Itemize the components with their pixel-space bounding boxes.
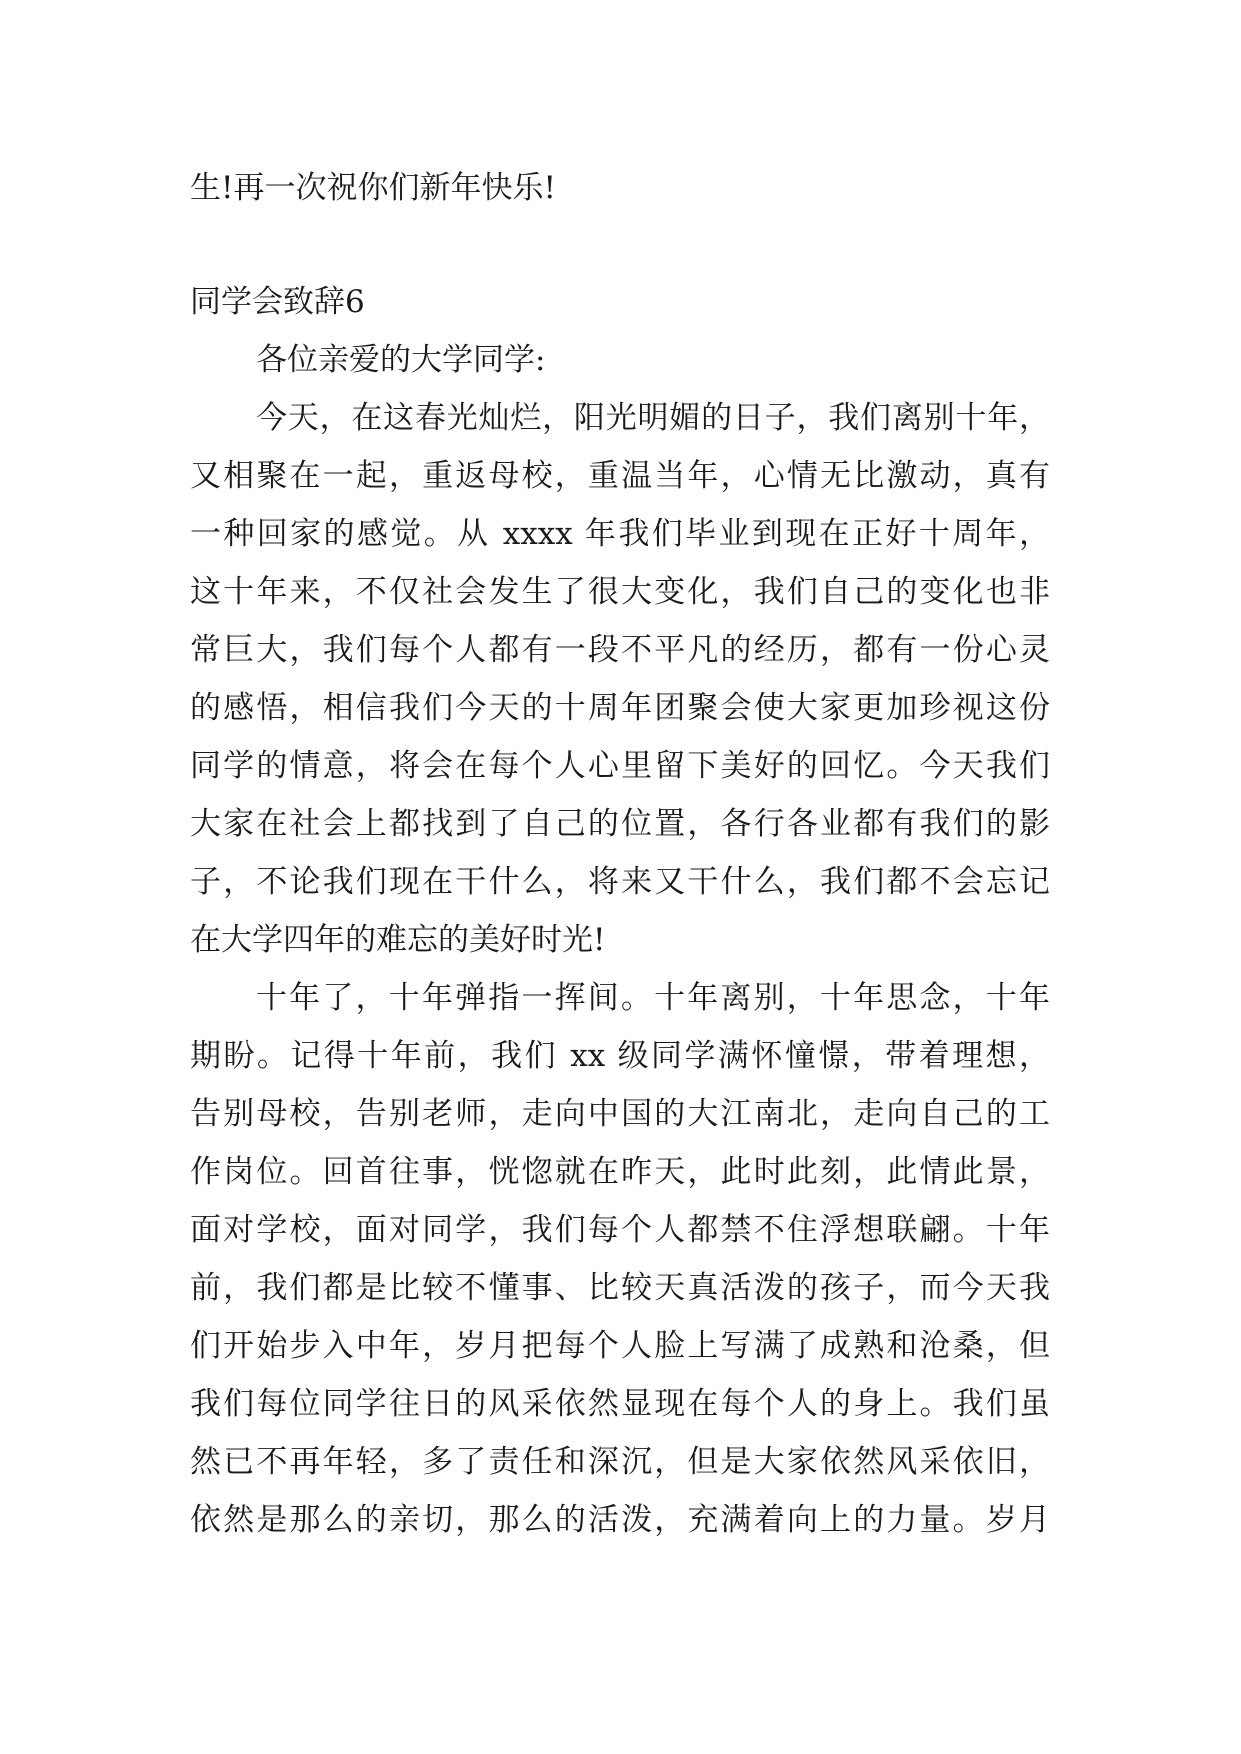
section-heading: 同学会致辞6	[190, 284, 365, 320]
top-fragment-line: 生!再一次祝你们新年快乐!	[190, 170, 556, 206]
body-line: 常巨大，我们每个人都有一段不平凡的经历，都有一份心灵	[190, 632, 1050, 668]
body-line: 这十年来，不仅社会发生了很大变化，我们自己的变化也非	[190, 574, 1050, 610]
greeting-line: 各位亲爱的大学同学:	[256, 342, 546, 378]
body-line: 们开始步入中年，岁月把每个人脸上写满了成熟和沧桑，但	[190, 1328, 1050, 1364]
body-line: 在大学四年的难忘的美好时光!	[190, 922, 606, 958]
body-line: 今天，在这春光灿烂，阳光明媚的日子，我们离别十年，	[256, 400, 1050, 436]
body-line: 一种回家的感觉。从 xxxx 年我们毕业到现在正好十周年，	[190, 516, 1050, 552]
body-line: 同学的情意，将会在每个人心里留下美好的回忆。今天我们	[190, 748, 1050, 784]
body-line: 前，我们都是比较不懂事、比较天真活泼的孩子，而今天我	[190, 1270, 1050, 1306]
body-line: 然已不再年轻，多了责任和深沉，但是大家依然风采依旧，	[190, 1444, 1050, 1480]
body-line: 子，不论我们现在干什么，将来又干什么，我们都不会忘记	[190, 864, 1050, 900]
body-line: 大家在社会上都找到了自己的位置，各行各业都有我们的影	[190, 806, 1050, 842]
body-line: 面对学校，面对同学，我们每个人都禁不住浮想联翩。十年	[190, 1212, 1050, 1248]
body-line: 期盼。记得十年前，我们 xx 级同学满怀憧憬，带着理想，	[190, 1038, 1050, 1074]
body-line: 的感悟，相信我们今天的十周年团聚会使大家更加珍视这份	[190, 690, 1050, 726]
body-line: 又相聚在一起，重返母校，重温当年，心情无比激动，真有	[190, 458, 1050, 494]
body-line: 作岗位。回首往事，恍惚就在昨天，此时此刻，此情此景，	[190, 1154, 1050, 1190]
body-line: 我们每位同学往日的风采依然显现在每个人的身上。我们虽	[190, 1386, 1050, 1422]
body-line: 十年了，十年弹指一挥间。十年离别，十年思念，十年	[256, 980, 1050, 1016]
body-line: 告别母校，告别老师，走向中国的大江南北，走向自己的工	[190, 1096, 1050, 1132]
body-line: 依然是那么的亲切，那么的活泼，充满着向上的力量。岁月	[190, 1502, 1050, 1538]
